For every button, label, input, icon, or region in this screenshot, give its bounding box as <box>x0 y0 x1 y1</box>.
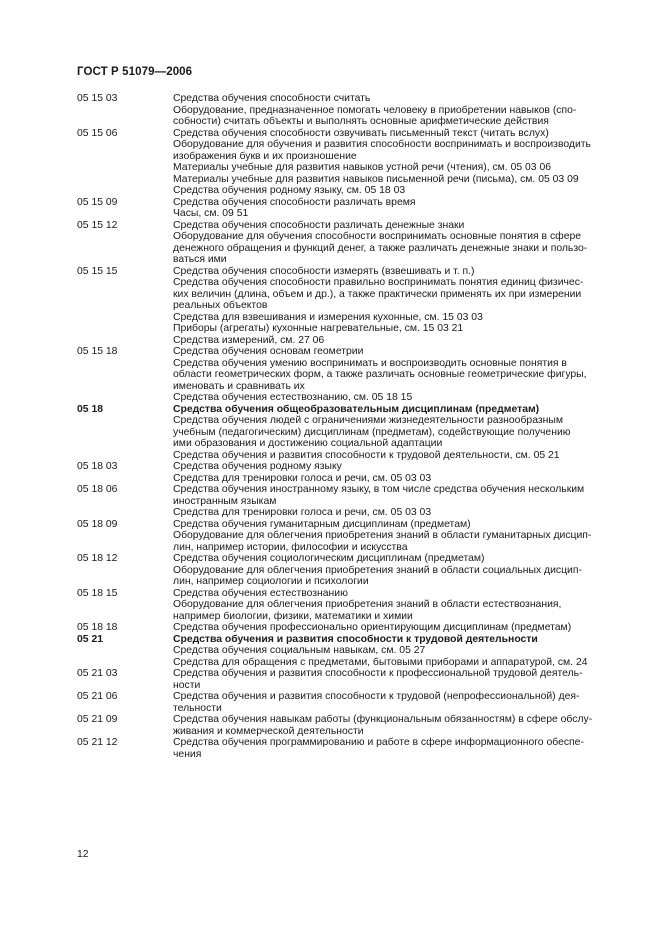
classification-entry <box>77 415 617 461</box>
description-line: Средства обучения родному языку, см. 05 18 03 <box>173 185 406 196</box>
entry-code: 05 21 06 <box>77 691 118 702</box>
classification-entry <box>77 404 617 416</box>
description-line: Оборудование для облегчения приобретения знаний в области социальных дисцип- <box>173 564 582 576</box>
entry-description <box>173 461 617 484</box>
description-line: Средства обучения иностранному языку, в том числе средства обучения нескольким <box>173 484 585 495</box>
classification-entry <box>77 553 617 588</box>
classification-entry <box>77 93 617 128</box>
entry-code: 05 21 12 <box>77 737 118 748</box>
entry-code: 05 18 <box>77 403 104 415</box>
description-line: Средства обучения гуманитарным дисциплинам (предметам) <box>173 518 471 530</box>
entry-description <box>173 622 617 634</box>
classification-entry <box>77 197 617 220</box>
description-line: Средства обучения способности считать <box>173 93 371 104</box>
description-line: Средства обучения умению воспринимать и воспроизводить основные понятия в <box>173 357 567 369</box>
entry-code: 05 21 03 <box>77 668 118 679</box>
description-line: Средства обучения социальным навыкам, см. 05 27 <box>173 645 426 656</box>
description-line: Средства для тренировки голоса и речи, см. 05 03 03 <box>173 472 432 484</box>
description-line: Средства обучения и развития способности к трудовой (непрофессиональной) дея- <box>173 691 580 702</box>
description-line: Средства измерений, см. 27 06 <box>173 334 325 346</box>
description-line: Средства обучения и развития способности к профессиональной трудовой деятель- <box>173 668 583 679</box>
description-line: Средства обучения способности озвучивать письменный текст (читать вслух) <box>173 127 549 139</box>
entry-code: 05 15 18 <box>77 346 118 357</box>
description-line: Средства обучения родному языку <box>173 461 342 472</box>
description-line: Средства обучения навыкам работы (функциональным обязанностям) в сфере обслу- <box>173 714 593 725</box>
entry-code: 05 18 12 <box>77 553 118 564</box>
description-line: ими образования и достижению социальной адаптации <box>173 438 443 449</box>
entry-description <box>173 128 617 197</box>
description-line: учебным (педагогическим) дисциплинам (предметам), содействующие получению <box>173 426 571 438</box>
description-line: Средства для тренировки голоса и речи, см. 05 03 03 <box>173 507 432 518</box>
classification-entry <box>77 634 617 646</box>
classification-entry <box>77 668 617 691</box>
description-line: Оборудование для обучения способности воспринимать основные понятия в сфере <box>173 231 582 242</box>
description-line: Средства обучения социологическим дисциплинам (предметам) <box>173 553 485 564</box>
description-line: лин, например истории, философии и искусства <box>173 541 408 553</box>
entry-code: 05 18 15 <box>77 587 118 599</box>
description-line: Средства обучения общеобразовательным дисциплинам (предметам) <box>173 403 540 415</box>
entry-code: 05 15 12 <box>77 219 118 231</box>
entry-code <box>77 415 173 461</box>
description-line: Средства обучения профессионально ориентирующим дисциплинам (предметам) <box>173 622 572 633</box>
description-line: Средства обучения способности правильно воспринимать понятия единиц физичес- <box>173 277 584 288</box>
entry-code: 05 21 <box>77 633 104 645</box>
description-line: Оборудование для обучения и развития способности воспринимать и воспроизводить <box>173 139 591 150</box>
description-line: Средства обучения естествознанию, см. 05 18 15 <box>173 392 413 403</box>
entry-code: 05 15 06 <box>77 127 118 139</box>
description-line: Средства обучения людей с ограничениями жизнедеятельности разнообразным <box>173 415 563 426</box>
classification-entry <box>77 691 617 714</box>
entry-code: 05 18 06 <box>77 484 118 495</box>
description-line: Материалы учебные для развития навыков устной речи (чтения), см. 05 03 06 <box>173 162 552 173</box>
document-header: ГОСТ Р 51079—2006 <box>77 66 193 78</box>
entry-description <box>173 346 617 404</box>
description-line: Средства обучения и развития способности к трудовой деятельности <box>173 633 538 645</box>
description-line: живания и коммерческой деятельности <box>173 725 364 737</box>
description-line: изображения букв и их произношение <box>173 150 357 162</box>
description-line: Средства для обращения с предметами, бытовыми приборами и аппаратурой, см. 24 <box>173 656 588 668</box>
description-line: тельности <box>173 702 222 714</box>
classification-entry <box>77 588 617 623</box>
entry-code: 05 18 18 <box>77 622 118 633</box>
entry-description <box>173 93 617 128</box>
description-line: Средства обучения естествознанию <box>173 587 348 599</box>
entry-code: 05 18 03 <box>77 461 118 472</box>
classification-entry <box>77 519 617 554</box>
description-line: например биологии, физики, математики и химии <box>173 610 413 622</box>
description-line: реальных объектов <box>173 300 268 311</box>
entry-code: 05 15 09 <box>77 196 118 208</box>
classification-entry <box>77 737 617 760</box>
entry-description <box>173 266 617 347</box>
entry-description <box>173 404 617 416</box>
description-line: именовать и сравнивать их <box>173 380 305 392</box>
entry-description <box>173 634 617 646</box>
description-line: лин, например социологии и психологии <box>173 576 369 587</box>
entry-code <box>77 645 173 668</box>
description-line: Средства обучения способности различать время <box>173 196 416 208</box>
classification-entry <box>77 220 617 266</box>
description-line: иностранным языкам <box>173 495 277 507</box>
description-line: денежного обращения и функций денег, а также различать денежные знаки и пользо- <box>173 242 588 254</box>
entry-code: 05 15 03 <box>77 93 118 104</box>
entry-description <box>173 737 617 760</box>
description-line: Средства обучения и развития способности к трудовой деятельности, см. 05 21 <box>173 449 560 461</box>
description-line: ких величин (длина, объем и др.), а также практически применять их при измерении <box>173 288 582 300</box>
entry-code: 05 21 09 <box>77 714 118 725</box>
entry-code: 05 18 09 <box>77 518 118 530</box>
classification-entry <box>77 128 617 197</box>
description-line: Материалы учебные для развития навыков письменной речи (письма), см. 05 03 09 <box>173 173 579 185</box>
description-line: ности <box>173 679 201 691</box>
description-line: Оборудование, предназначенное помогать человеку в приобретении навыков (спо- <box>173 104 577 116</box>
entry-description <box>173 668 617 691</box>
description-line: Средства обучения основам геометрии <box>173 346 364 357</box>
entry-description <box>173 220 617 266</box>
classification-entry <box>77 461 617 484</box>
classification-entry <box>77 484 617 519</box>
entry-description <box>173 484 617 519</box>
entry-description <box>173 553 617 588</box>
entry-description <box>173 197 617 220</box>
description-line: Средства для взвешивания и измерения кухонные, см. 15 03 03 <box>173 311 483 323</box>
description-line: Оборудование для облегчения приобретения знаний в области гуманитарных дисцип- <box>173 530 592 541</box>
description-line: Приборы (агрегаты) кухонные нагревательные, см. 15 03 21 <box>173 323 464 334</box>
entry-description <box>173 588 617 623</box>
entry-description <box>173 714 617 737</box>
classification-entry <box>77 645 617 668</box>
classification-list <box>77 93 617 760</box>
description-line: ваться ими <box>173 254 227 265</box>
description-line: Оборудование для облегчения приобретения знаний в области естествознания, <box>173 599 562 610</box>
entry-description <box>173 519 617 554</box>
page-number: 12 <box>77 849 89 860</box>
classification-entry <box>77 622 617 634</box>
description-line: Средства обучения способности измерять (взвешивать и т. п.) <box>173 265 475 277</box>
classification-entry <box>77 266 617 347</box>
description-line: Средства обучения способности различать денежные знаки <box>173 219 465 231</box>
entry-description <box>173 415 617 461</box>
description-line: области геометрических форм, а также различать основные геометрические фигуры, <box>173 369 587 380</box>
classification-entry <box>77 346 617 404</box>
entry-description <box>173 691 617 714</box>
description-line: Средства обучения программированию и работе в сфере информационного обеспе- <box>173 737 584 748</box>
entry-code: 05 15 15 <box>77 265 118 277</box>
description-line: Часы, см. 09 51 <box>173 208 249 219</box>
description-line: собности) считать объекты и выполнять основные арифметические действия <box>173 116 549 127</box>
classification-entry <box>77 714 617 737</box>
description-line: чения <box>173 748 202 760</box>
entry-description <box>173 645 617 668</box>
